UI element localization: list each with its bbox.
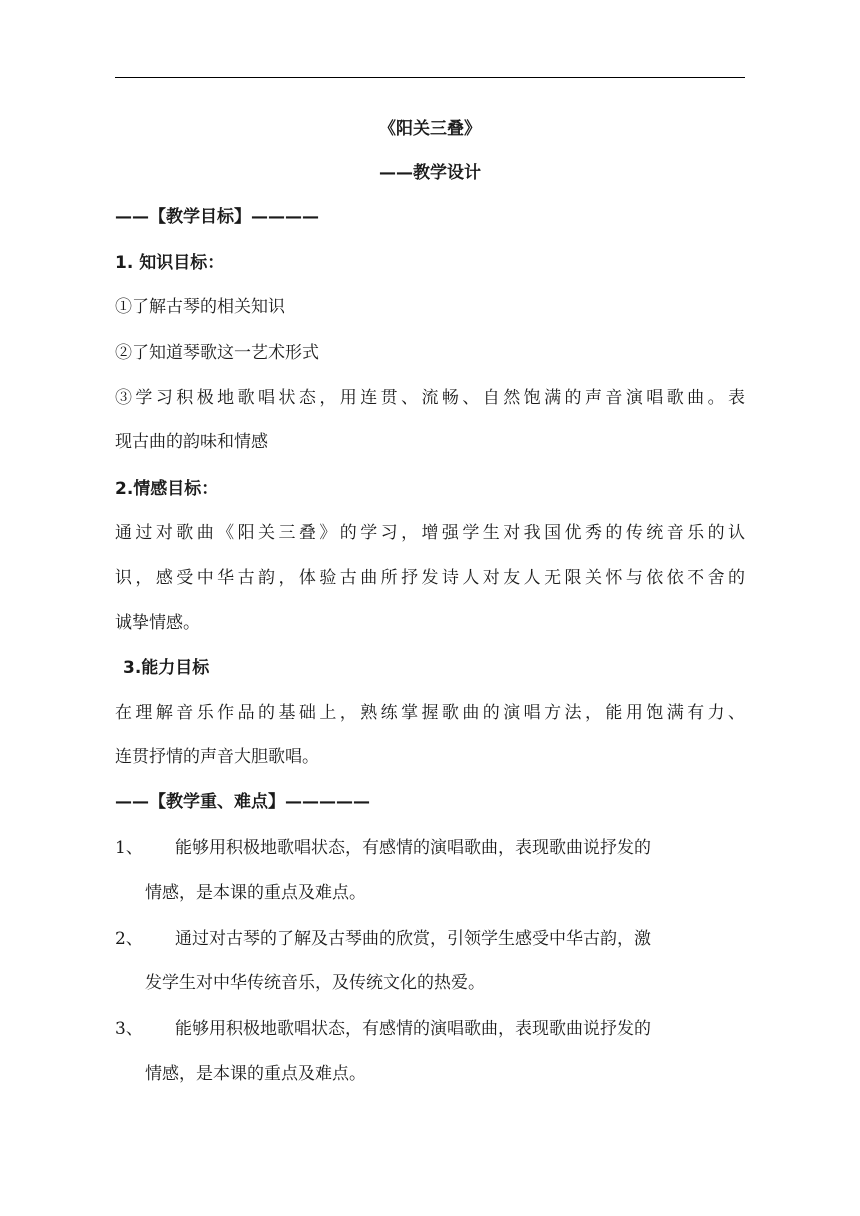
ability-line: 连贯抒情的声音大胆歌唱。 bbox=[115, 747, 319, 767]
key-point-text: 能够用积极地歌唱状态，有感情的演唱歌曲，表现歌曲说抒发的 bbox=[175, 838, 651, 858]
key-point-number: 3、 bbox=[115, 1019, 143, 1039]
emotion-line: 通过对歌曲《阳关三叠》的学习，增强学生对我国优秀的传统音乐的认 bbox=[115, 523, 745, 543]
knowledge-item: ①了解古琴的相关知识 bbox=[115, 297, 285, 317]
key-point-text: 发学生对中华传统音乐，及传统文化的热爱。 bbox=[145, 973, 485, 993]
knowledge-heading: 1. 知识目标： bbox=[115, 253, 225, 273]
header-rule bbox=[115, 77, 745, 78]
key-point-text: 情感，是本课的重点及难点。 bbox=[145, 883, 366, 903]
key-point-text: 情感，是本课的重点及难点。 bbox=[145, 1064, 366, 1084]
key-point-text: 能够用积极地歌唱状态，有感情的演唱歌曲，表现歌曲说抒发的 bbox=[175, 1019, 651, 1039]
knowledge-item: ③学习积极地歌唱状态，用连贯、流畅、自然饱满的声音演唱歌曲。表 bbox=[115, 388, 745, 408]
emotion-line: 诚挚情感。 bbox=[115, 613, 200, 633]
document-title: 《阳关三叠》 bbox=[379, 119, 481, 139]
key-point-text: 通过对古琴的了解及古琴曲的欣赏，引领学生感受中华古韵，激 bbox=[175, 929, 651, 949]
key-point-number: 2、 bbox=[115, 929, 143, 949]
emotion-heading: 2.情感目标： bbox=[115, 479, 219, 499]
knowledge-item: 现古曲的韵味和情感 bbox=[115, 432, 268, 452]
ability-heading: 3.能力目标 bbox=[123, 658, 210, 678]
document-subtitle: ——教学设计 bbox=[379, 163, 481, 183]
key-points-heading: ——【教学重、难点】————— bbox=[115, 792, 370, 812]
emotion-line: 识，感受中华古韵，体验古曲所抒发诗人对友人无限关怀与依依不舍的 bbox=[115, 568, 745, 588]
objectives-heading: ——【教学目标】———— bbox=[115, 207, 319, 227]
knowledge-item: ②了知道琴歌这一艺术形式 bbox=[115, 343, 319, 363]
ability-line: 在理解音乐作品的基础上，熟练掌握歌曲的演唱方法，能用饱满有力、 bbox=[115, 703, 745, 723]
key-point-number: 1、 bbox=[115, 838, 143, 858]
